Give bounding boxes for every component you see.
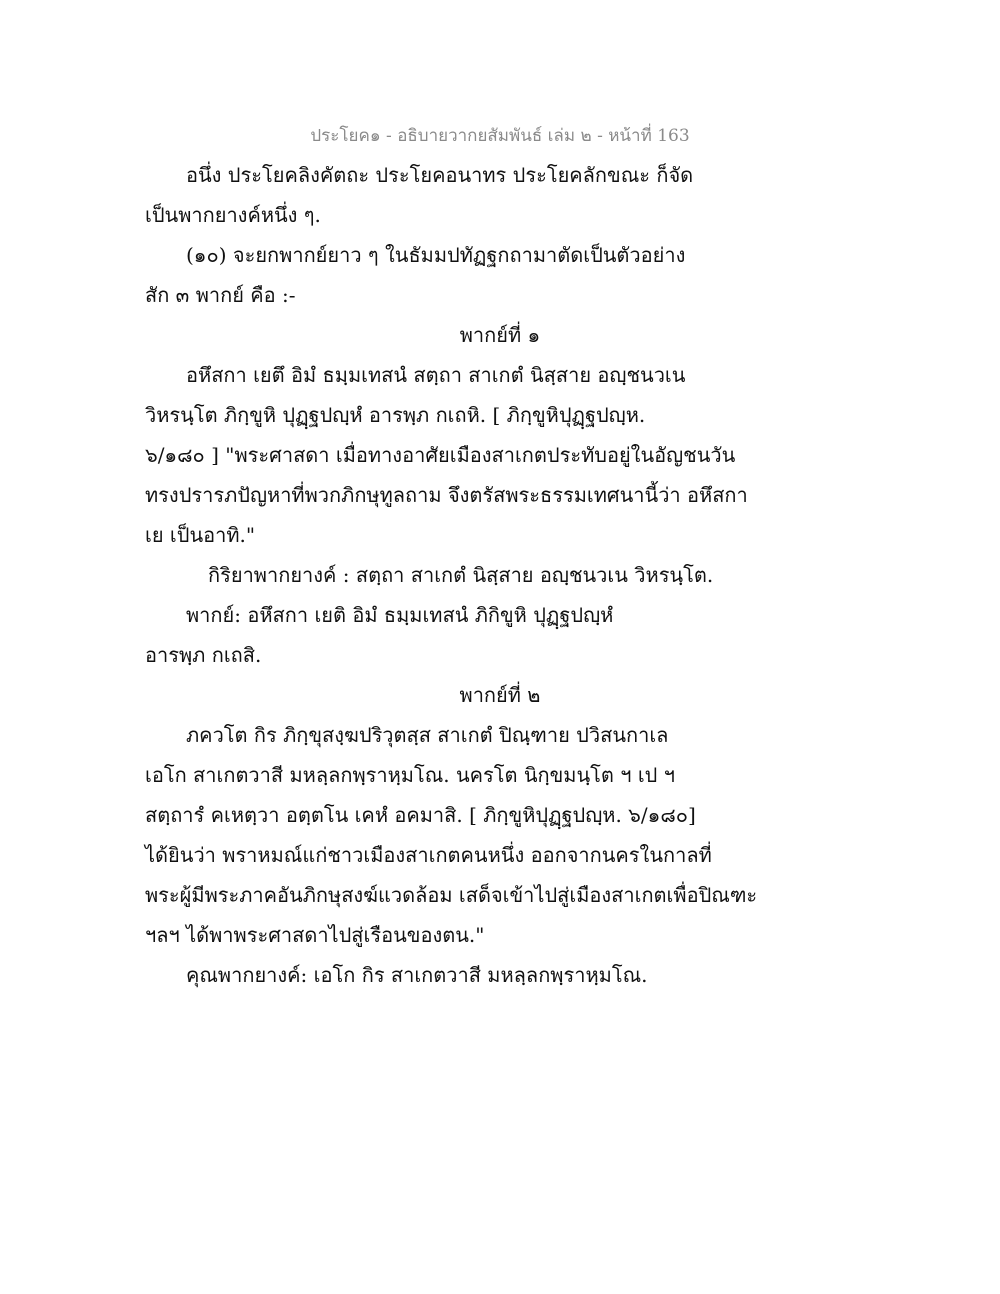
text-line: กิริยาพากยางค์ : สตฺถา สาเกตํ นิสฺสาย อญฺชนวเน วิหรนฺโต. xyxy=(208,563,714,587)
text-line: (๑๐) จะยกพากย์ยาว ๆ ในธัมมปทัฏฐกถามาตัดเป็นตัวอย่าง xyxy=(186,243,686,267)
page-header: ประโยค๑ - อธิบายวากยสัมพันธ์ เล่ม ๒ - หน้าที่ 163 xyxy=(310,126,690,146)
text-line: ได้ยินว่า พราหมณ์แก่ชาวเมืองสาเกตคนหนึ่ง ออกจากนครในกาลที่ xyxy=(145,843,712,867)
text-line: สัก ๓ พากย์ คือ :- xyxy=(145,283,296,307)
text-line: เป็นพากยางค์หนึ่ง ๆ. xyxy=(145,203,321,227)
text-line: พระผู้มีพระภาคอันภิกษุสงฆ์แวดล้อม เสด็จเข้าไปสู่เมืองสาเกตเพื่อปิณฑะ xyxy=(145,883,758,907)
text-line: พากย์: อหึสกา เยติ อิมํ ธมฺมเทสนํ ภิกิขูหิ ปุฏฺฐปญฺหํ xyxy=(186,603,614,627)
section-heading: พากย์ที่ ๑ xyxy=(459,323,541,347)
text-line: อารพฺภ กเถสิ. xyxy=(145,643,262,667)
text-line: เย เป็นอาทิ." xyxy=(145,523,256,547)
text-line: สตฺถารํ คเหตฺวา อตฺตโน เคหํ อคมาสิ. [ ภิกฺขูหิปุฏฺฐปญฺห. ๖/๑๘๐] xyxy=(145,803,696,827)
text-line: อหึสกา เยตึ อิมํ ธมฺมเทสนํ สตฺถา สาเกตํ นิสฺสาย อญฺชนวเน xyxy=(186,363,686,387)
section-heading: พากย์ที่ ๒ xyxy=(459,683,541,707)
text-line: คุณพากยางค์: เอโก กิร สาเกตวาสี มหลฺลกพฺราหฺมโณ. xyxy=(186,963,648,987)
text-line: ฯลฯ ได้พาพระศาสดาไปสู่เรือนของตน." xyxy=(145,923,485,947)
text-line: ภควโต กิร ภิกฺขุสงฺฆปริวุตสฺส สาเกตํ ปิณฺฑาย ปวิสนกาเล xyxy=(186,723,669,747)
text-line: อนึ่ง ประโยคลิงคัตถะ ประโยคอนาทร ประโยคลักขณะ ก็จัด xyxy=(186,163,694,187)
text-line: เอโก สาเกตวาสี มหลฺลกพฺราหฺมโณ. นครโต นิกฺขมนฺโต ฯ เป ฯ xyxy=(145,763,675,787)
text-line: ทรงปรารภปัญหาที่พวกภิกษุทูลถาม จึงตรัสพระธรรมเทศนานี้ว่า อหึสกา xyxy=(145,483,748,507)
text-line: วิหรนฺโต ภิกฺขูหิ ปุฏฺฐปญฺหํ อารพฺภ กเถหิ. [ ภิกฺขูหิปุฏฺฐปญฺห. xyxy=(145,403,646,427)
text-line: ๖/๑๘๐ ] "พระศาสดา เมื่อทางอาศัยเมืองสาเกตประทับอยู่ในอัญชนวัน xyxy=(145,443,736,467)
